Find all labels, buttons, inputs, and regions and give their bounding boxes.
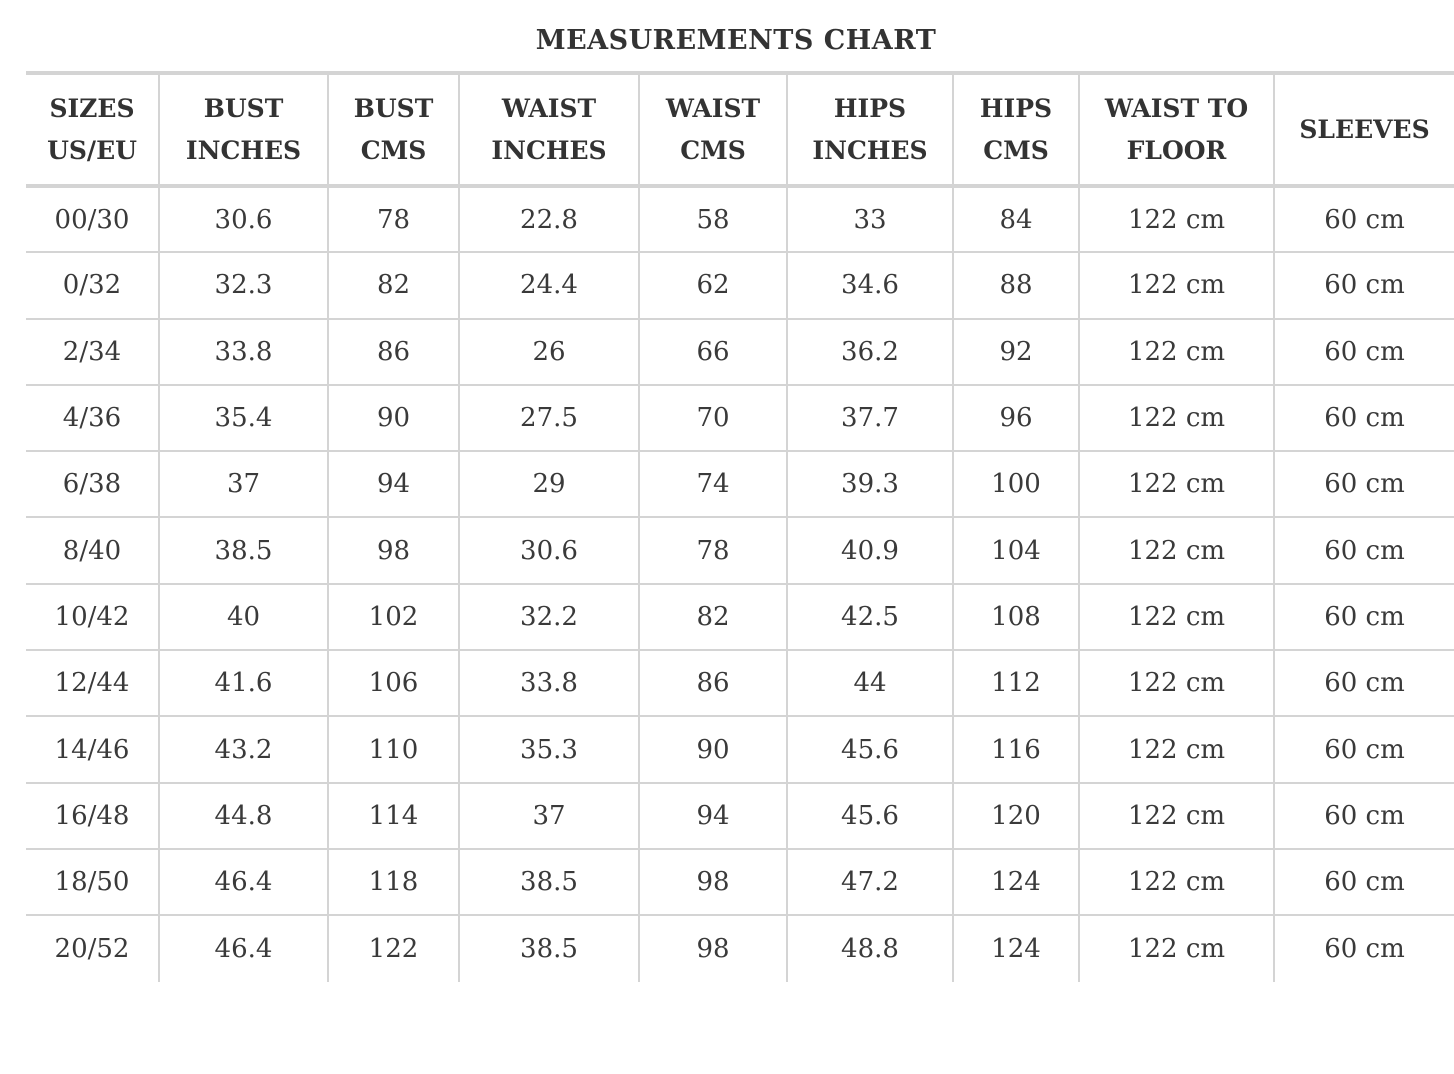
cell-bust-cms: 98 xyxy=(328,517,459,583)
cell-sleeves: 60 cm xyxy=(1274,252,1454,318)
header-label-line: CMS xyxy=(983,135,1049,165)
header-waist-to-floor xyxy=(1079,73,1274,186)
measurements-table-container xyxy=(26,71,1454,982)
cell-waist-cms: 94 xyxy=(639,783,787,849)
cell-bust-inches: 46.4 xyxy=(159,849,328,915)
cell-sleeves: 60 cm xyxy=(1274,186,1454,252)
cell-hips-cms: 96 xyxy=(953,385,1079,451)
cell-bust-cms: 90 xyxy=(328,385,459,451)
cell-hips-inches: 47.2 xyxy=(787,849,953,915)
cell-bust-cms: 118 xyxy=(328,849,459,915)
cell-size: 2/34 xyxy=(26,319,159,385)
cell-waist-inches: 22.8 xyxy=(459,186,639,252)
cell-bust-cms: 78 xyxy=(328,186,459,252)
header-label-line: SLEEVES xyxy=(1299,114,1430,144)
cell-waist-inches: 27.5 xyxy=(459,385,639,451)
cell-waist-inches: 32.2 xyxy=(459,584,639,650)
cell-bust-cms: 86 xyxy=(328,319,459,385)
cell-bust-inches: 44.8 xyxy=(159,783,328,849)
cell-waist-to-floor: 122 cm xyxy=(1079,252,1274,318)
header-label-line: SIZES xyxy=(49,93,135,123)
cell-sleeves: 60 cm xyxy=(1274,849,1454,915)
cell-hips-cms: 100 xyxy=(953,451,1079,517)
cell-hips-cms: 112 xyxy=(953,650,1079,716)
header-hips-cms xyxy=(953,73,1079,186)
cell-hips-inches: 40.9 xyxy=(787,517,953,583)
cell-waist-to-floor: 122 cm xyxy=(1079,517,1274,583)
cell-waist-inches: 38.5 xyxy=(459,915,639,981)
cell-sleeves: 60 cm xyxy=(1274,451,1454,517)
cell-hips-cms: 124 xyxy=(953,915,1079,981)
cell-hips-cms: 88 xyxy=(953,252,1079,318)
cell-hips-cms: 108 xyxy=(953,584,1079,650)
table-row xyxy=(26,517,1454,583)
cell-hips-cms: 84 xyxy=(953,186,1079,252)
table-row xyxy=(26,849,1454,915)
cell-waist-cms: 78 xyxy=(639,517,787,583)
header-label-line: WAIST xyxy=(665,93,761,123)
cell-hips-inches: 45.6 xyxy=(787,716,953,782)
table-header xyxy=(26,73,1454,186)
header-label-line: BUST xyxy=(203,93,284,123)
cell-sleeves: 60 cm xyxy=(1274,783,1454,849)
cell-hips-inches: 45.6 xyxy=(787,783,953,849)
table-row xyxy=(26,783,1454,849)
table-body xyxy=(26,186,1454,982)
cell-hips-inches: 39.3 xyxy=(787,451,953,517)
cell-hips-cms: 104 xyxy=(953,517,1079,583)
cell-size: 00/30 xyxy=(26,186,159,252)
cell-hips-inches: 37.7 xyxy=(787,385,953,451)
cell-hips-inches: 48.8 xyxy=(787,915,953,981)
cell-bust-cms: 114 xyxy=(328,783,459,849)
cell-waist-cms: 62 xyxy=(639,252,787,318)
header-label-line: CMS xyxy=(680,135,746,165)
cell-hips-inches: 44 xyxy=(787,650,953,716)
cell-sleeves: 60 cm xyxy=(1274,385,1454,451)
cell-hips-inches: 33 xyxy=(787,186,953,252)
table-row xyxy=(26,252,1454,318)
cell-size: 12/44 xyxy=(26,650,159,716)
cell-bust-inches: 40 xyxy=(159,584,328,650)
cell-waist-cms: 98 xyxy=(639,915,787,981)
cell-hips-cms: 92 xyxy=(953,319,1079,385)
header-label-line: INCHES xyxy=(812,135,928,165)
cell-size: 10/42 xyxy=(26,584,159,650)
cell-hips-inches: 34.6 xyxy=(787,252,953,318)
header-bust-cms xyxy=(328,73,459,186)
header-sleeves xyxy=(1274,73,1454,186)
table-row xyxy=(26,650,1454,716)
cell-sleeves: 60 cm xyxy=(1274,915,1454,981)
header-sizes-us-eu xyxy=(26,73,159,186)
header-hips-inches xyxy=(787,73,953,186)
cell-bust-inches: 30.6 xyxy=(159,186,328,252)
cell-waist-to-floor: 122 cm xyxy=(1079,186,1274,252)
cell-hips-inches: 36.2 xyxy=(787,319,953,385)
cell-waist-to-floor: 122 cm xyxy=(1079,650,1274,716)
cell-sleeves: 60 cm xyxy=(1274,650,1454,716)
cell-hips-cms: 116 xyxy=(953,716,1079,782)
cell-size: 8/40 xyxy=(26,517,159,583)
cell-waist-cms: 90 xyxy=(639,716,787,782)
cell-waist-to-floor: 122 cm xyxy=(1079,783,1274,849)
header-waist-cms xyxy=(639,73,787,186)
header-label-line: FLOOR xyxy=(1126,135,1227,165)
cell-waist-inches: 38.5 xyxy=(459,849,639,915)
measurements-table xyxy=(26,71,1454,982)
header-label-line: INCHES xyxy=(185,135,302,165)
cell-waist-inches: 33.8 xyxy=(459,650,639,716)
cell-waist-cms: 82 xyxy=(639,584,787,650)
cell-waist-to-floor: 122 cm xyxy=(1079,385,1274,451)
header-waist-inches xyxy=(459,73,639,186)
table-row xyxy=(26,584,1454,650)
cell-sleeves: 60 cm xyxy=(1274,517,1454,583)
cell-bust-cms: 82 xyxy=(328,252,459,318)
cell-waist-cms: 66 xyxy=(639,319,787,385)
table-row xyxy=(26,186,1454,252)
cell-bust-inches: 35.4 xyxy=(159,385,328,451)
cell-size: 18/50 xyxy=(26,849,159,915)
cell-waist-to-floor: 122 cm xyxy=(1079,915,1274,981)
cell-waist-inches: 24.4 xyxy=(459,252,639,318)
table-row xyxy=(26,451,1454,517)
cell-waist-inches: 30.6 xyxy=(459,517,639,583)
cell-waist-inches: 37 xyxy=(459,783,639,849)
cell-size: 16/48 xyxy=(26,783,159,849)
cell-bust-cms: 94 xyxy=(328,451,459,517)
cell-size: 20/52 xyxy=(54,933,130,964)
header-label-line: WAIST xyxy=(501,93,597,123)
chart-title: MEASUREMENTS CHART xyxy=(535,25,937,53)
table-row xyxy=(26,319,1454,385)
cell-bust-inches: 46.4 xyxy=(159,915,328,981)
cell-hips-cms: 120 xyxy=(953,783,1079,849)
cell-bust-inches: 38.5 xyxy=(159,517,328,583)
cell-sleeves: 60 cm xyxy=(1274,584,1454,650)
cell-bust-inches: 43.2 xyxy=(159,716,328,782)
cell-bust-inches: 33.8 xyxy=(159,319,328,385)
cell-sleeves: 60 cm xyxy=(1274,319,1454,385)
header-label-line: BUST xyxy=(353,93,434,123)
cell-size: 0/32 xyxy=(26,252,159,318)
cell-bust-cms: 102 xyxy=(328,584,459,650)
cell-waist-to-floor: 122 cm xyxy=(1079,451,1274,517)
header-label-line: HIPS xyxy=(833,93,907,123)
header-label-line: WAIST TO xyxy=(1104,93,1249,123)
cell-waist-inches: 35.3 xyxy=(459,716,639,782)
header-label-line: US/EU xyxy=(47,135,137,165)
cell-waist-cms: 86 xyxy=(639,650,787,716)
cell-waist-cms: 70 xyxy=(639,385,787,451)
cell-hips-inches: 42.5 xyxy=(787,584,953,650)
table-row xyxy=(26,716,1454,782)
header-bust-inches xyxy=(159,73,328,186)
cell-waist-to-floor: 122 cm xyxy=(1079,319,1274,385)
cell-sleeves: 60 cm xyxy=(1274,716,1454,782)
cell-size: 14/46 xyxy=(26,716,159,782)
cell-waist-to-floor: 122 cm xyxy=(1079,849,1274,915)
cell-waist-cms: 98 xyxy=(639,849,787,915)
cell-waist-cms: 58 xyxy=(639,186,787,252)
table-row xyxy=(26,385,1454,451)
cell-bust-inches: 32.3 xyxy=(159,252,328,318)
header-row xyxy=(26,73,1454,186)
header-label-line: CMS xyxy=(360,135,427,165)
header-label-line: HIPS xyxy=(979,93,1053,123)
cell-waist-inches: 26 xyxy=(459,319,639,385)
cell-waist-inches: 29 xyxy=(459,451,639,517)
cell-size: 4/36 xyxy=(26,385,159,451)
cell-bust-inches: 41.6 xyxy=(159,650,328,716)
cell-bust-cms: 110 xyxy=(328,716,459,782)
cell-size: 6/38 xyxy=(26,451,159,517)
table-row xyxy=(26,915,1454,981)
cell-waist-to-floor: 122 cm xyxy=(1079,584,1274,650)
header-label-line: INCHES xyxy=(491,135,607,165)
cell-bust-inches: 37 xyxy=(159,451,328,517)
cell-waist-to-floor: 122 cm xyxy=(1079,716,1274,782)
cell-hips-cms: 124 xyxy=(953,849,1079,915)
cell-waist-cms: 74 xyxy=(639,451,787,517)
cell-bust-cms: 122 xyxy=(328,915,459,981)
cell-bust-cms: 106 xyxy=(328,650,459,716)
